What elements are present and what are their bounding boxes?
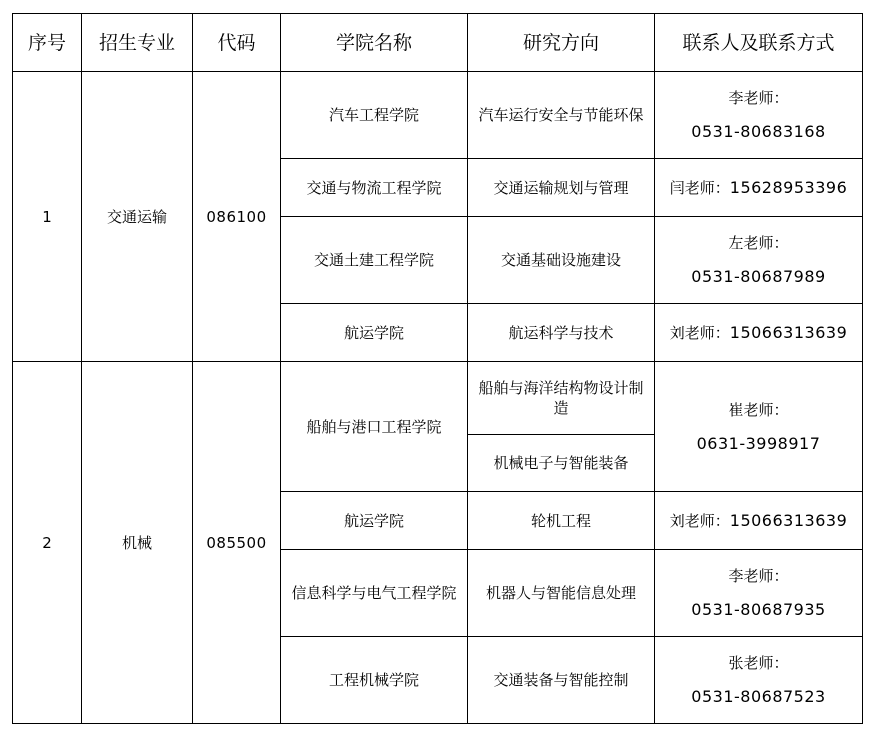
- direction-cell: 轮机工程: [468, 492, 655, 550]
- direction-cell: 船舶与海洋结构物设计制造: [468, 362, 655, 435]
- college-cell: 交通与物流工程学院: [281, 159, 468, 217]
- contact-name: 刘老师：: [669, 511, 730, 530]
- college-cell: 汽车工程学院: [281, 72, 468, 159]
- college-cell: 信息科学与电气工程学院: [281, 550, 468, 637]
- direction-cell: 航运科学与技术: [468, 304, 655, 362]
- contact-cell: [655, 637, 863, 724]
- contact-phone: 15066313639: [729, 510, 848, 530]
- college-cell: 工程机械学院: [281, 637, 468, 724]
- contact-cell: [655, 492, 863, 550]
- contact-phone: 0531-80687989: [691, 267, 826, 286]
- contact-name: 李老师：: [728, 567, 789, 585]
- direction-cell: 交通基础设施建设: [468, 217, 655, 304]
- direction-cell: 交通运输规划与管理: [468, 159, 655, 217]
- contact-name: 刘老师：: [669, 323, 730, 342]
- header-row: [13, 14, 863, 72]
- major-cell: 机械: [82, 362, 193, 724]
- seq-cell: 1: [13, 72, 82, 362]
- contact-name: 李老师：: [728, 89, 789, 107]
- direction-cell: 机械电子与智能装备: [468, 435, 655, 492]
- contact-cell: [655, 159, 863, 217]
- contact-cell: [655, 550, 863, 637]
- contact-phone: 0531-80687935: [691, 600, 826, 619]
- college-cell: 船舶与港口工程学院: [281, 362, 468, 492]
- seq-cell: 2: [13, 362, 82, 724]
- table-row: [13, 72, 863, 159]
- header-direction: 研究方向: [468, 14, 655, 72]
- contact-cell: [655, 362, 863, 492]
- contact-name: 崔老师：: [728, 400, 789, 419]
- contact-cell: [655, 304, 863, 362]
- header-college: 学院名称: [281, 14, 468, 72]
- header-contact: 联系人及联系方式: [655, 14, 863, 72]
- contact-phone: 0531-80683168: [691, 122, 826, 141]
- college-cell: 航运学院: [281, 492, 468, 550]
- code-cell: 085500: [193, 362, 281, 724]
- college-cell: 航运学院: [281, 304, 468, 362]
- direction-cell: 汽车运行安全与节能环保: [468, 72, 655, 159]
- contact-phone: 15066313639: [729, 322, 848, 342]
- contact-name: 左老师：: [728, 234, 789, 252]
- contact-phone: 15628953396: [729, 177, 848, 197]
- direction-cell: 机器人与智能信息处理: [468, 550, 655, 637]
- code-cell: 086100: [193, 72, 281, 362]
- direction-cell: 交通装备与智能控制: [468, 637, 655, 724]
- contact-cell: [655, 217, 863, 304]
- contact-name: 闫老师：: [669, 178, 730, 197]
- header-code: 代码: [193, 14, 281, 72]
- contact-name: 张老师：: [728, 654, 789, 672]
- contact-phone: 0531-80687523: [691, 687, 826, 706]
- contact-phone: 0631-3998917: [696, 433, 821, 453]
- enrollment-table: [12, 13, 863, 724]
- contact-cell: [655, 72, 863, 159]
- college-cell: 交通土建工程学院: [281, 217, 468, 304]
- table-row: [13, 362, 863, 435]
- header-major: 招生专业: [82, 14, 193, 72]
- header-seq: 序号: [13, 14, 82, 72]
- major-cell: 交通运输: [82, 72, 193, 362]
